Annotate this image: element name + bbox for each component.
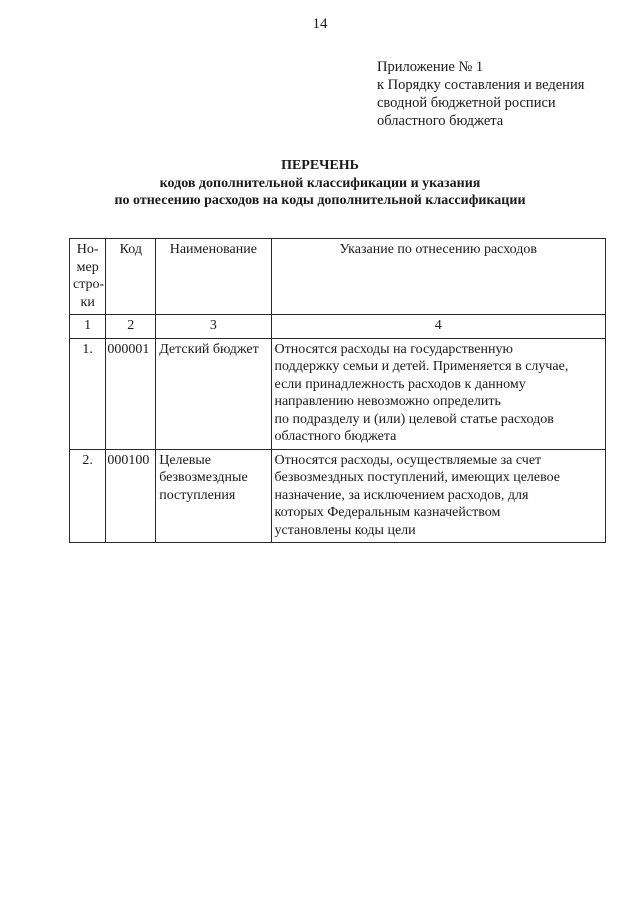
header-row-number bbox=[70, 239, 106, 315]
appendix-line: Приложение № 1 bbox=[377, 59, 484, 75]
title-line-2: кодов дополнительной классификации и указания bbox=[159, 175, 481, 191]
table-header-row bbox=[70, 239, 606, 315]
row-instruction-line: назначение, за исключением расходов, для bbox=[274, 487, 529, 503]
row-instruction-line: по подразделу и (или) целевой статье расходов bbox=[274, 411, 554, 427]
table-row bbox=[70, 338, 606, 449]
appendix-line: областного бюджета bbox=[377, 113, 504, 129]
appendix-line: сводной бюджетной росписи bbox=[377, 95, 556, 111]
column-number: 4 bbox=[271, 315, 606, 339]
row-name-line: безвозмездные bbox=[159, 470, 248, 485]
row-name-line: поступления bbox=[159, 487, 236, 503]
row-code: 000100 bbox=[106, 449, 156, 543]
column-number: 1 bbox=[70, 315, 106, 339]
header-row-number-line: ки bbox=[80, 294, 95, 310]
document-title bbox=[0, 157, 640, 210]
row-name bbox=[156, 338, 271, 449]
header-row-number-line: Но- bbox=[76, 242, 99, 257]
column-number: 2 bbox=[106, 315, 156, 339]
header-row-number-line: стро- bbox=[73, 277, 105, 292]
row-number: 1. bbox=[70, 338, 106, 449]
title-line-3: по отнесению расходов на коды дополнительной классификации bbox=[114, 193, 526, 208]
header-name: Наименование bbox=[156, 239, 271, 315]
table-row bbox=[70, 449, 606, 543]
codes-table bbox=[69, 238, 606, 543]
row-name-line: Целевые bbox=[159, 452, 211, 468]
appendix-line: к Порядку составления и ведения bbox=[377, 77, 585, 93]
row-instruction-line: Относятся расходы на государственную bbox=[274, 341, 513, 357]
title-line-1: ПЕРЕЧЕНЬ bbox=[281, 158, 359, 173]
row-name bbox=[156, 449, 271, 543]
header-instruction: Указание по отнесению расходов bbox=[271, 239, 606, 315]
column-number-row bbox=[70, 315, 606, 339]
column-number: 3 bbox=[156, 315, 271, 339]
row-instruction bbox=[271, 449, 606, 543]
page-number: 14 bbox=[312, 16, 328, 32]
row-instruction-line: которых Федеральным казначейством bbox=[274, 505, 501, 520]
row-instruction-line: установлены коды цели bbox=[274, 522, 416, 538]
row-name-line: Детский бюджет bbox=[159, 341, 259, 357]
row-code: 000001 bbox=[106, 338, 156, 449]
row-instruction-line: направлению невозможно определить bbox=[274, 394, 501, 409]
row-instruction bbox=[271, 338, 606, 449]
header-code: Код bbox=[106, 239, 156, 315]
row-number: 2. bbox=[70, 449, 106, 543]
header-row-number-line: мер bbox=[76, 259, 99, 275]
row-instruction-line: поддержку семьи и детей. Применяется в случае, bbox=[274, 359, 569, 374]
row-instruction-line: Относятся расходы, осуществляемые за счет bbox=[274, 452, 542, 468]
row-instruction-line: безвозмездных поступлений, имеющих целевое bbox=[274, 470, 561, 485]
row-instruction-line: областного бюджета bbox=[274, 429, 397, 444]
row-instruction-line: если принадлежность расходов к данному bbox=[274, 376, 526, 392]
appendix-reference bbox=[377, 58, 584, 130]
